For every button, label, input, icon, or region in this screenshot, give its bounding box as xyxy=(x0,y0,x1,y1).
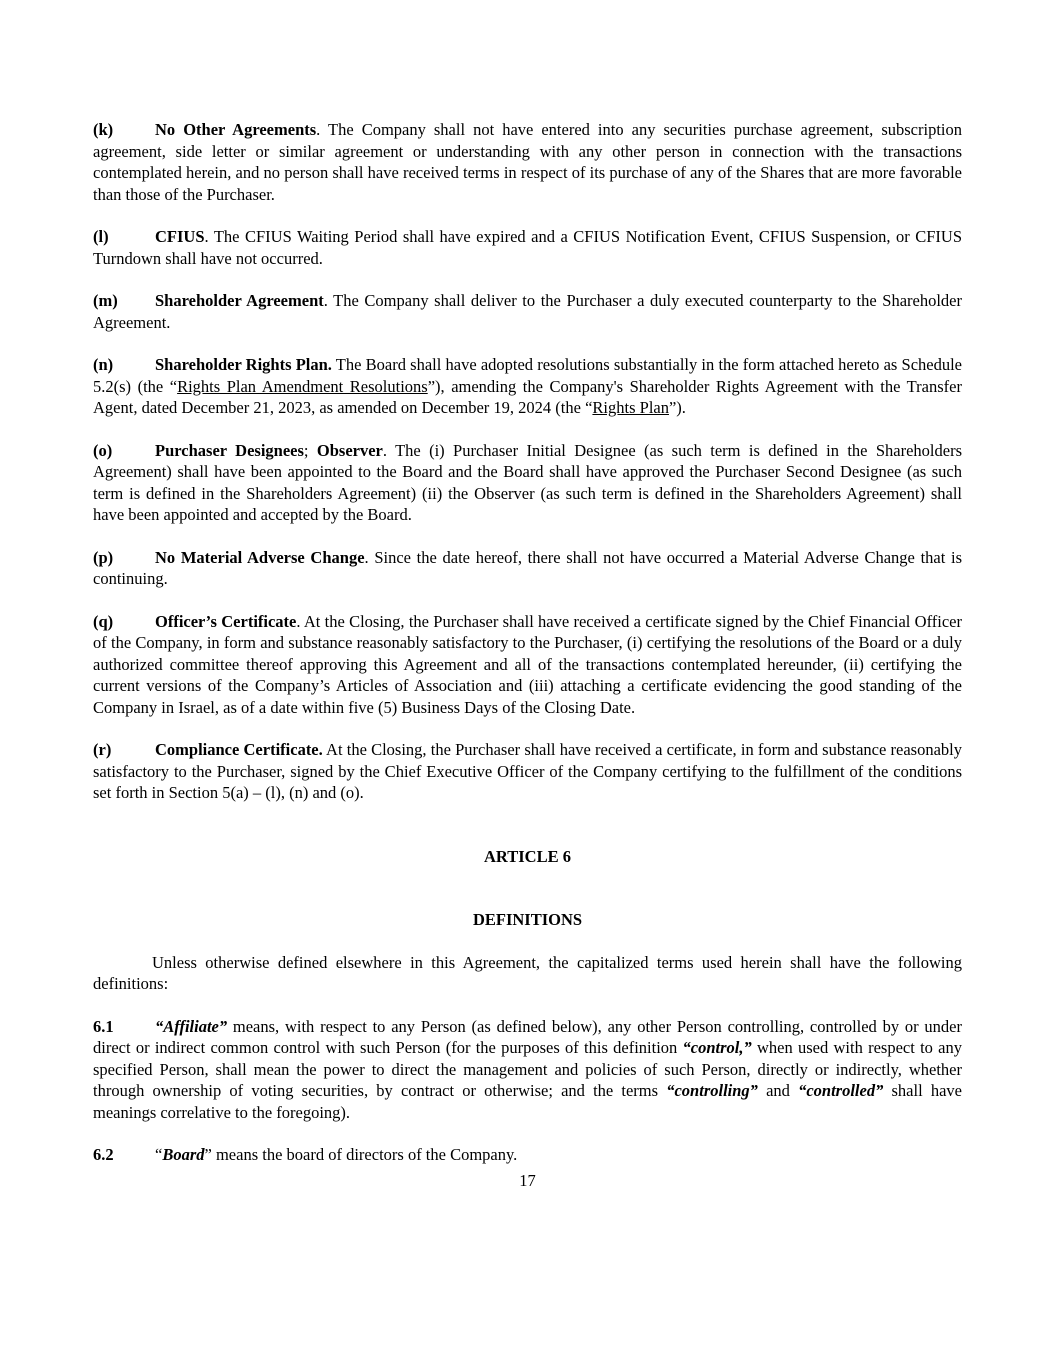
text-run: . Since the date hereof, there shall not have occurred a Material Adverse Change that is continuing. xyxy=(93,547,962,588)
paragraph-label: 6.1 xyxy=(93,1016,114,1036)
paragraph-label: (l) xyxy=(93,227,109,246)
text-run: Board xyxy=(162,1145,205,1164)
text-run: ”), amending the Company's Shareholder Rights Agreement with the Transfer Agent, dated December 21, 2023, as amended on December 19, 2024 (the “ xyxy=(93,376,962,417)
text-run: . The Company shall deliver to the Purchaser a duly executed counterparty to the Shareholder Agreement. xyxy=(93,291,963,332)
text-run: “controlled” xyxy=(798,1081,884,1100)
text-run: ; xyxy=(303,440,317,460)
paragraph xyxy=(93,119,962,205)
paragraph-label: (k) xyxy=(93,120,114,139)
section-heading: ARTICLE 6 xyxy=(484,846,571,866)
text-run: ”). xyxy=(668,398,686,417)
text-run: Observer xyxy=(316,440,383,460)
text-run: Unless otherwise defined elsewhere in this Agreement, the capitalized terms used herein shall have the following definitions: xyxy=(93,952,962,993)
paragraph xyxy=(93,354,962,419)
paragraph-label: 6.2 xyxy=(93,1145,114,1164)
text-run: means, with respect to any Person (as defined below), any other Person controlling, controlled by or under direct or indirect common control with such Person (for the purposes of this definition xyxy=(93,1016,962,1057)
text-run: Shareholder Agreement xyxy=(155,291,324,310)
paragraph xyxy=(93,440,962,526)
text-run: “Affiliate” xyxy=(155,1016,228,1036)
text-run: . At the Closing, the Purchaser shall have received a certificate signed by the Chief Financial Officer of the Company, in form and substance reasonably satisfactory to the Purchaser, (i) certifying the resolutions of the Board or a duly authorized committee thereof approving this Agreement and all of the transactions contemplated hereunder, (ii) certifying the current versions of the Company’s Articles of Association and (iii) attaching a certificate evidencing the good standing of the Company in Israel, as of a date within five (5) Business Days of the Closing Date. xyxy=(93,611,962,717)
text-run: “ xyxy=(155,1145,163,1164)
paragraph xyxy=(93,226,962,269)
paragraph-label: (m) xyxy=(93,291,118,310)
text-run: Shareholder Rights Plan. xyxy=(155,355,332,374)
text-run: Rights Plan Amendment Resolutions xyxy=(177,376,428,396)
paragraph xyxy=(93,952,962,995)
text-run: No Other Agreements xyxy=(155,120,317,139)
paragraph-label: (n) xyxy=(93,355,114,374)
text-run: CFIUS xyxy=(155,227,205,246)
paragraph xyxy=(93,290,962,333)
text-run: No Material Adverse Change xyxy=(155,547,365,567)
document-body xyxy=(93,119,962,1166)
page-number: 17 xyxy=(519,1170,536,1190)
paragraph xyxy=(93,1016,962,1124)
text-run: The Board shall have adopted resolutions substantially in the form attached hereto as Schedule 5.2(s) (the “ xyxy=(93,355,963,396)
paragraph xyxy=(93,1144,962,1166)
text-run: “control,” xyxy=(682,1038,752,1057)
text-run: Officer’s Certificate xyxy=(155,611,297,631)
section-heading: DEFINITIONS xyxy=(472,910,583,929)
text-run: shall have meanings correlative to the foregoing). xyxy=(93,1081,962,1122)
paragraph-label: (r) xyxy=(93,740,112,759)
text-run: Rights Plan xyxy=(592,398,669,417)
text-run: when used with respect to any specified Person, shall mean the power to direct the management and policies of such Person, directly or indirectly, whether through ownership of voting securities, by contract or otherwise; and the terms xyxy=(93,1038,962,1100)
text-run: Purchaser Designees xyxy=(155,440,304,460)
paragraph xyxy=(93,547,962,590)
text-run: and xyxy=(757,1081,799,1100)
text-run: . The CFIUS Waiting Period shall have expired and a CFIUS Notification Event, CFIUS Suspension, or CFIUS Turndown shall have not occurred. xyxy=(93,227,962,268)
text-run: “controlling” xyxy=(666,1081,758,1100)
paragraph-label: (p) xyxy=(93,547,114,567)
paragraph xyxy=(93,611,962,719)
text-run: . The Company shall not have entered into any securities purchase agreement, subscription agreement, side letter or similar agreement or understanding with any other person in connection with the transactions contemplated herein, and no person shall have received terms in respect of its purchase of any of the Shares that are more favorable than those of the Purchaser. xyxy=(93,120,962,204)
paragraph-label: (o) xyxy=(93,440,113,460)
text-run: Compliance Certificate. xyxy=(155,740,323,759)
paragraph-label: (q) xyxy=(93,611,114,631)
text-run: ” means the board of directors of the Company. xyxy=(204,1145,518,1164)
text-run: . The (i) Purchaser Initial Designee (as such term is defined in the Shareholders Agreement) shall have been appointed to the Board and the Board shall have approved the Purchaser Second Designee (as such term is defined in the Shareholders Agreement) (ii) the Observer (as such term is defined in the Shareholders Agreement) shall have been appointed and accepted by the Board. xyxy=(93,440,962,524)
paragraph xyxy=(93,739,962,804)
text-run: At the Closing, the Purchaser shall have received a certificate, in form and substance reasonably satisfactory to the Purchaser, signed by the Chief Executive Officer of the Company certifying to the fulfillment of the conditions set forth in Section 5(a) – (l), (n) and (o). xyxy=(93,740,962,802)
